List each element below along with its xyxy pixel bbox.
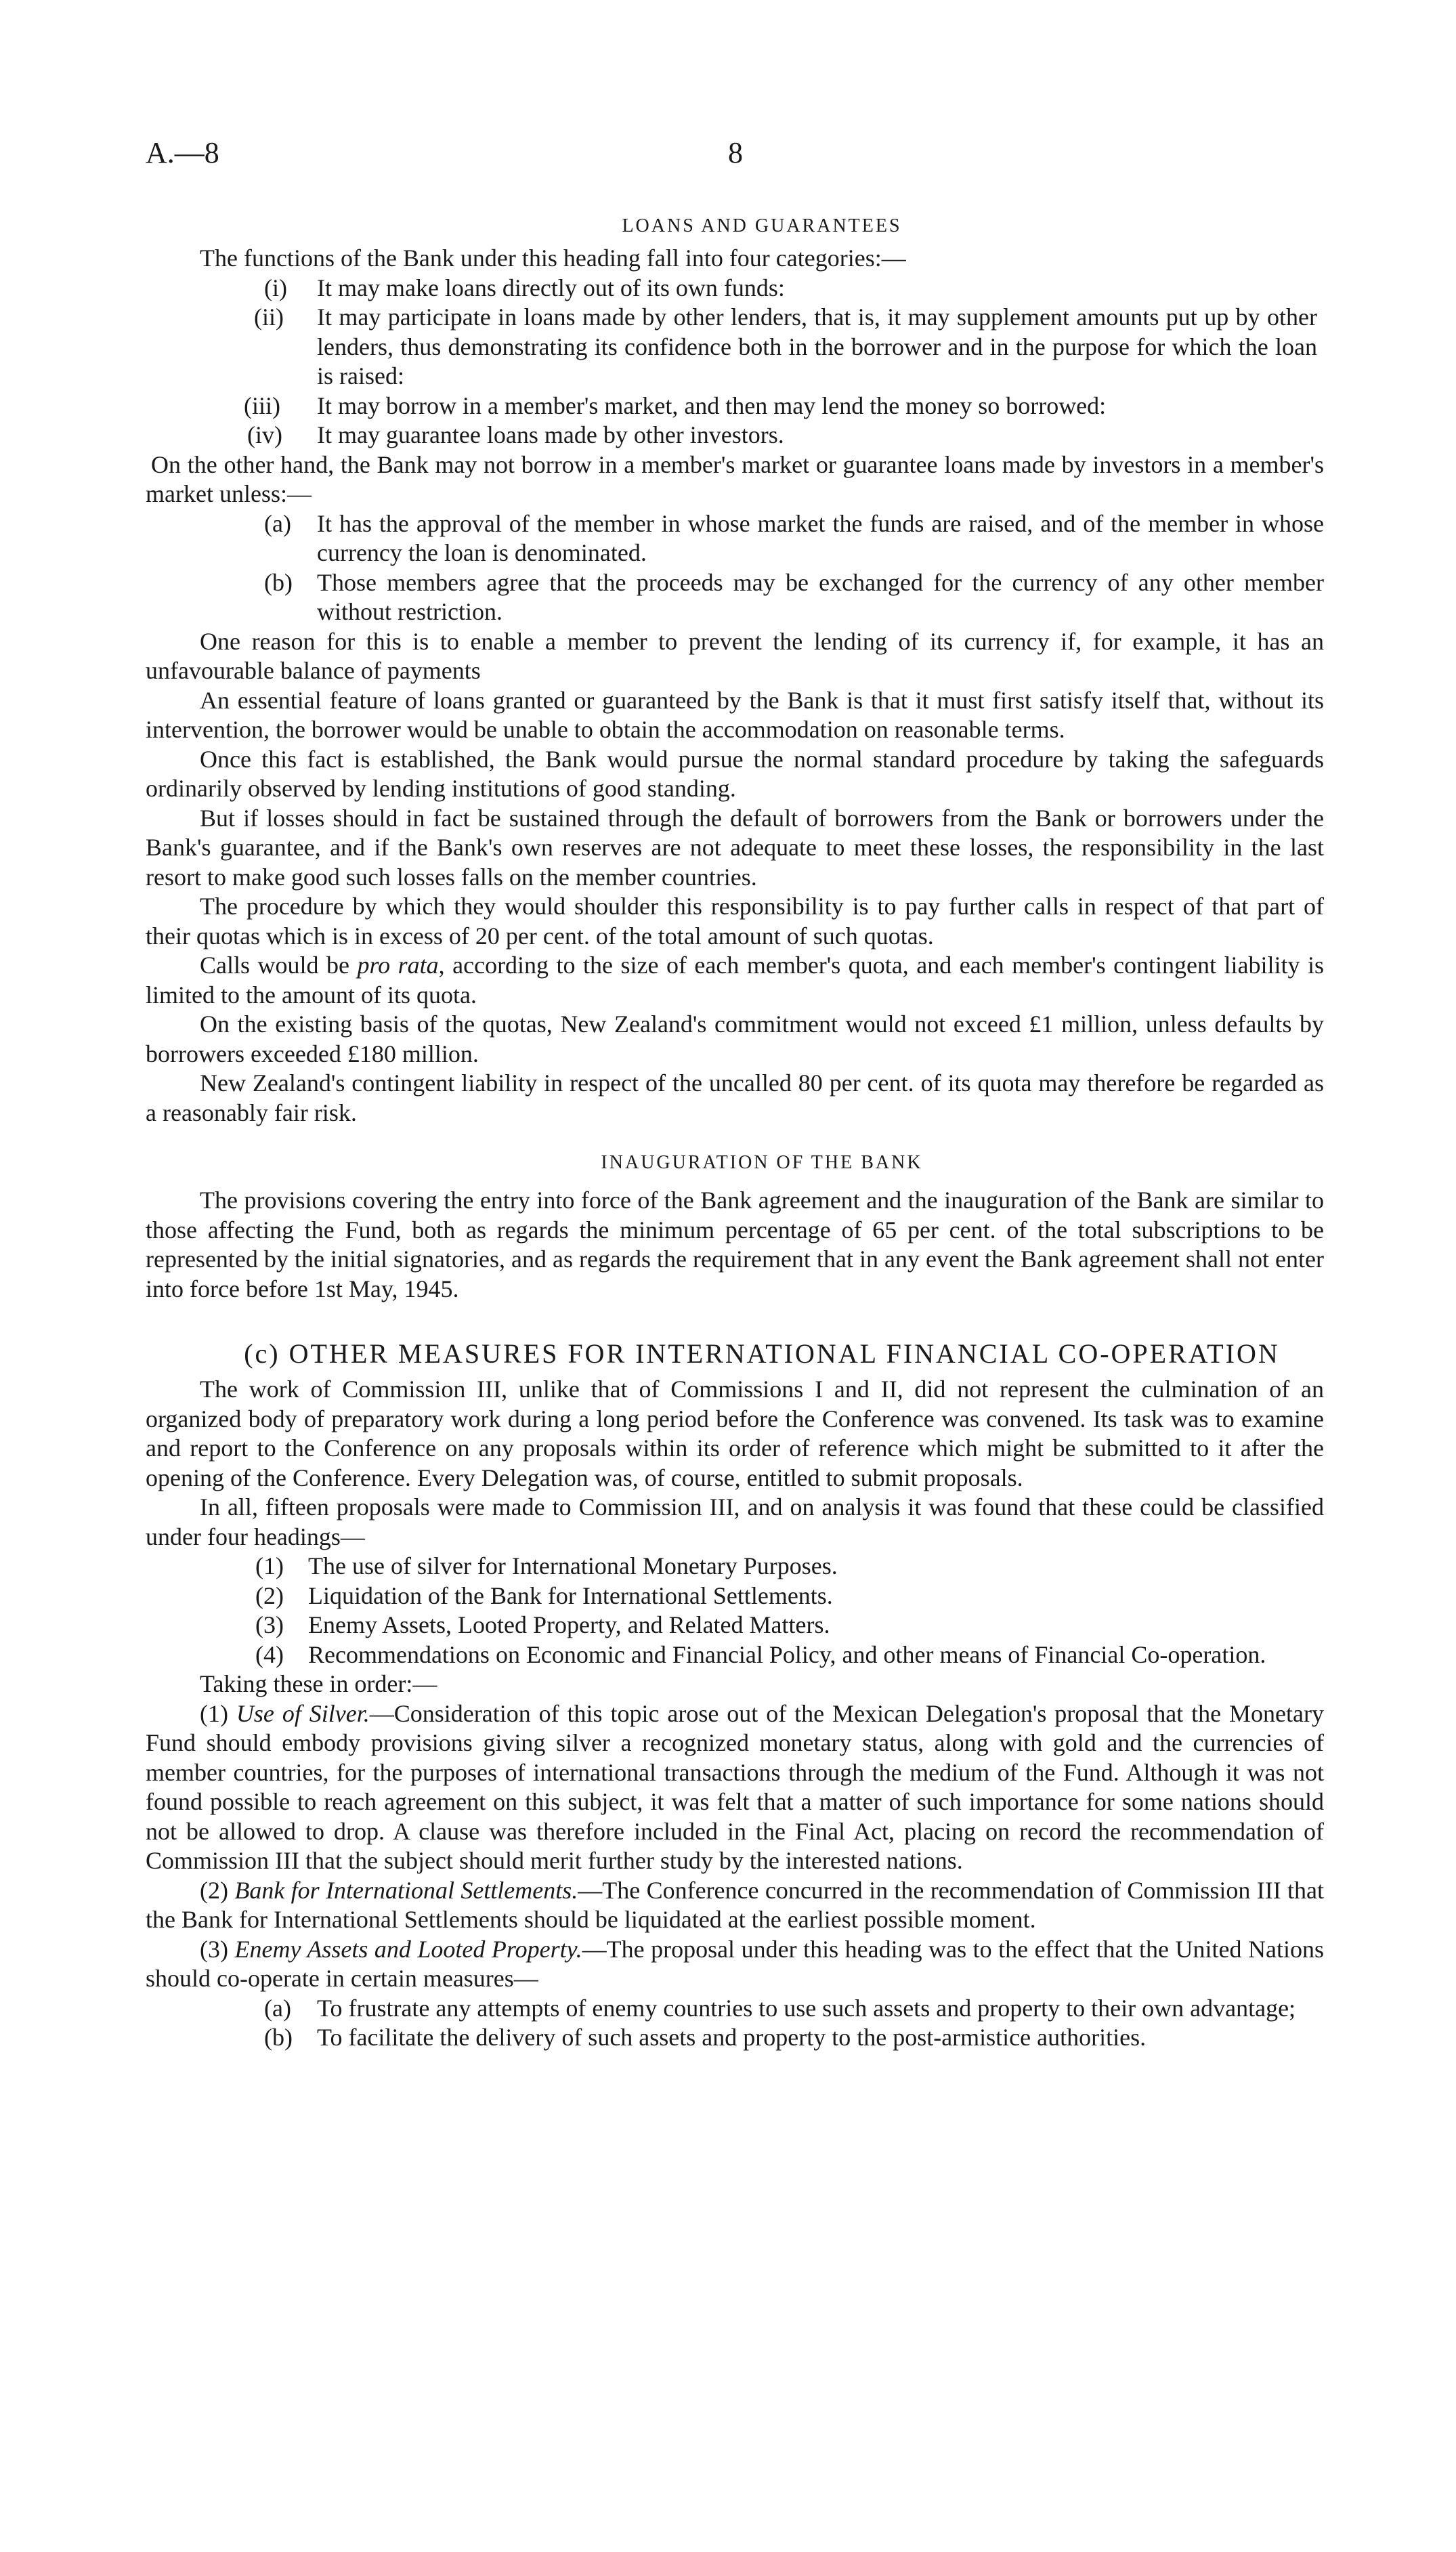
list-item	[200, 2023, 1324, 2053]
list-item	[200, 1640, 1324, 1670]
list-text: It may make loans directly out of its own funds:	[317, 274, 785, 301]
emphasis: Use of Silver.	[236, 1699, 370, 1727]
list-label: (b)	[264, 2024, 293, 2051]
list-item	[200, 1581, 1324, 1611]
paragraph: The functions of the Bank under this heading fall into four categories:—	[200, 244, 906, 272]
paragraph	[146, 1935, 1324, 1994]
paragraph: The work of Commission III, unlike that of Commissions I and II, did not represent the culmination of an organized body of preparatory work during a long period before the Conference was convened. Its task was to examine and report to the Conference on any proposals within its order of reference which might be submitted to it after the opening of the Conference. Every Delegation was, of course, entitled to submit proposals.	[146, 1376, 1324, 1491]
paragraph: Taking these in order:—	[200, 1670, 437, 1697]
paragraph: On the existing basis of the quotas, New Zealand's commitment would not exceed £1 million, unless defaults by borrowers exceeded £180 million.	[146, 1011, 1324, 1067]
emphasis: pro rata	[357, 952, 439, 979]
list-label: (3)	[255, 1611, 284, 1638]
list-label: (1)	[255, 1552, 284, 1579]
list-item	[200, 509, 1324, 568]
list-text: Those members agree that the proceeds may be exchanged for the currency of any other member without restriction.	[317, 568, 1324, 625]
list-text: The use of silver for International Monetary Purposes.	[308, 1552, 838, 1579]
list-text: To facilitate the delivery of such assets and property to the post-armistice authorities.	[317, 2024, 1147, 2051]
paragraph: Once this fact is established, the Bank would pursue the normal standard procedure by taking the safeguards ordinarily observed by lending institutions of good standing.	[146, 745, 1324, 802]
list-item	[200, 1552, 1324, 1581]
list-label: (a)	[264, 1994, 291, 2022]
text-run: (3)	[200, 1935, 235, 1963]
text-run: —The proposal under this heading was to the effect that the United Nations should co-operate in certain measures—	[146, 1935, 1324, 1992]
text-run: —Consideration of this topic arose out of the Mexican Delegation's proposal that the Monetary Fund should embody provisions giving silver a recognized monetary status, along with gold and the currencies of member countries, for the purposes of international transactions through the medium of the Fund. Although it was not found possible to reach agreement on this subject, it was felt that a matter of such importance for some nations should not be allowed to drop. A clause was therefore included in the Final Act, placing on record the recommendation of Commission III that the subject should merit further study by the interested nations.	[146, 1699, 1324, 1874]
text-run: (2)	[200, 1876, 235, 1904]
list-text: It may participate in loans made by other lenders, that is, it may supplement amounts put up by other lenders, thus demonstrating its confidence both in the borrower and in the purpose for which the loan is raised:	[317, 303, 1317, 389]
list-item	[200, 274, 1324, 303]
list-label: (i)	[264, 274, 287, 301]
list-item	[200, 1611, 1324, 1640]
list-label: (ii)	[254, 303, 284, 331]
list-item	[200, 568, 1324, 627]
paragraph: The provisions covering the entry into force of the Bank agreement and the inauguration of the Bank are similar to those affecting the Fund, both as regards the minimum percentage of 65 per cent. of the total subscriptions to be represented by the initial signatories, and as regards the requirement that in any event the Bank agreement shall not enter into force before 1st May, 1945.	[146, 1187, 1324, 1302]
paragraph: In all, fifteen proposals were made to Commission III, and on analysis it was found that these could be classified under four headings—	[146, 1493, 1324, 1550]
list-text: It may guarantee loans made by other investors.	[317, 421, 784, 448]
paragraph: One reason for this is to enable a member to prevent the lending of its currency if, for example, it has an unfavourable balance of payments	[146, 627, 1324, 684]
paragraph: New Zealand's contingent liability in respect of the uncalled 80 per cent. of its quota may therefore be regarded as a reasonably fair risk.	[146, 1069, 1324, 1126]
list-label: (a)	[264, 509, 291, 537]
list-text: Liquidation of the Bank for International Settlements.	[308, 1581, 833, 1609]
section-heading-loans: LOANS AND GUARANTEES	[622, 215, 902, 236]
list-label: (b)	[264, 568, 293, 596]
list-text: To frustrate any attempts of enemy countries to use such assets and property to their own advantage;	[317, 1994, 1296, 2022]
emphasis: Enemy Assets and Looted Property.	[234, 1935, 582, 1963]
text-run: Calls would be	[200, 952, 358, 979]
paragraph	[146, 1876, 1324, 1935]
page-number: 8	[728, 136, 743, 169]
list-text: Enemy Assets, Looted Property, and Related Matters.	[308, 1611, 830, 1638]
list-label: (4)	[255, 1640, 284, 1668]
text-run: , according to the size of each member's quota, and each member's contingent liability is limited to the amount of its quota.	[146, 952, 1325, 1008]
paragraph: But if losses should in fact be sustained through the default of borrowers from the Bank or borrowers under the Bank's guarantee, and if the Bank's own reserves are not adequate to meet these losses, the responsibility in the last resort to make good such losses falls on the member countries.	[146, 804, 1324, 891]
document-reference: A.—8	[146, 136, 219, 169]
list-label: (2)	[255, 1581, 284, 1609]
paragraph: On the other hand, the Bank may not borrow in a member's market or guarantee loans made by investors in a member's market unless:—	[146, 450, 1324, 507]
list-item	[200, 1994, 1324, 2024]
list-item	[200, 421, 1324, 450]
list-label: (iii)	[244, 391, 280, 419]
list-text: Recommendations on Economic and Financial Policy, and other means of Financial Co-operation.	[308, 1640, 1266, 1668]
paragraph	[146, 951, 1324, 1010]
list-item	[200, 303, 1324, 391]
paragraph: An essential feature of loans granted or guaranteed by the Bank is that it must first satisfy itself that, without its intervention, the borrower would be unable to obtain the accommodation on reasonable terms.	[146, 686, 1324, 743]
list-text: It may borrow in a member's market, and then may lend the money so borrowed:	[317, 391, 1107, 419]
paragraph: The procedure by which they would shoulder this responsibility is to pay further calls in respect of that part of their quotas which is in excess of 20 per cent. of the total amount of such quotas.	[146, 893, 1324, 950]
text-run: —The Conference concurred in the recommendation of Commission III that the Bank for International Settlements should be liquidated at the earliest possible moment.	[146, 1876, 1325, 1933]
section-heading-inauguration: INAUGURATION OF THE BANK	[601, 1152, 923, 1173]
list-text: It has the approval of the member in whose market the funds are raised, and of the member in whose currency the loan is denominated.	[317, 509, 1324, 566]
section-title-other-measures: (c) OTHER MEASURES FOR INTERNATIONAL FINANCIAL CO-OPERATION	[244, 1338, 1280, 1369]
list-label: (iv)	[247, 421, 282, 448]
paragraph	[146, 1699, 1324, 1876]
list-item	[200, 391, 1324, 421]
emphasis: Bank for International Settlements.	[234, 1876, 578, 1904]
text-run: (1)	[200, 1699, 236, 1727]
